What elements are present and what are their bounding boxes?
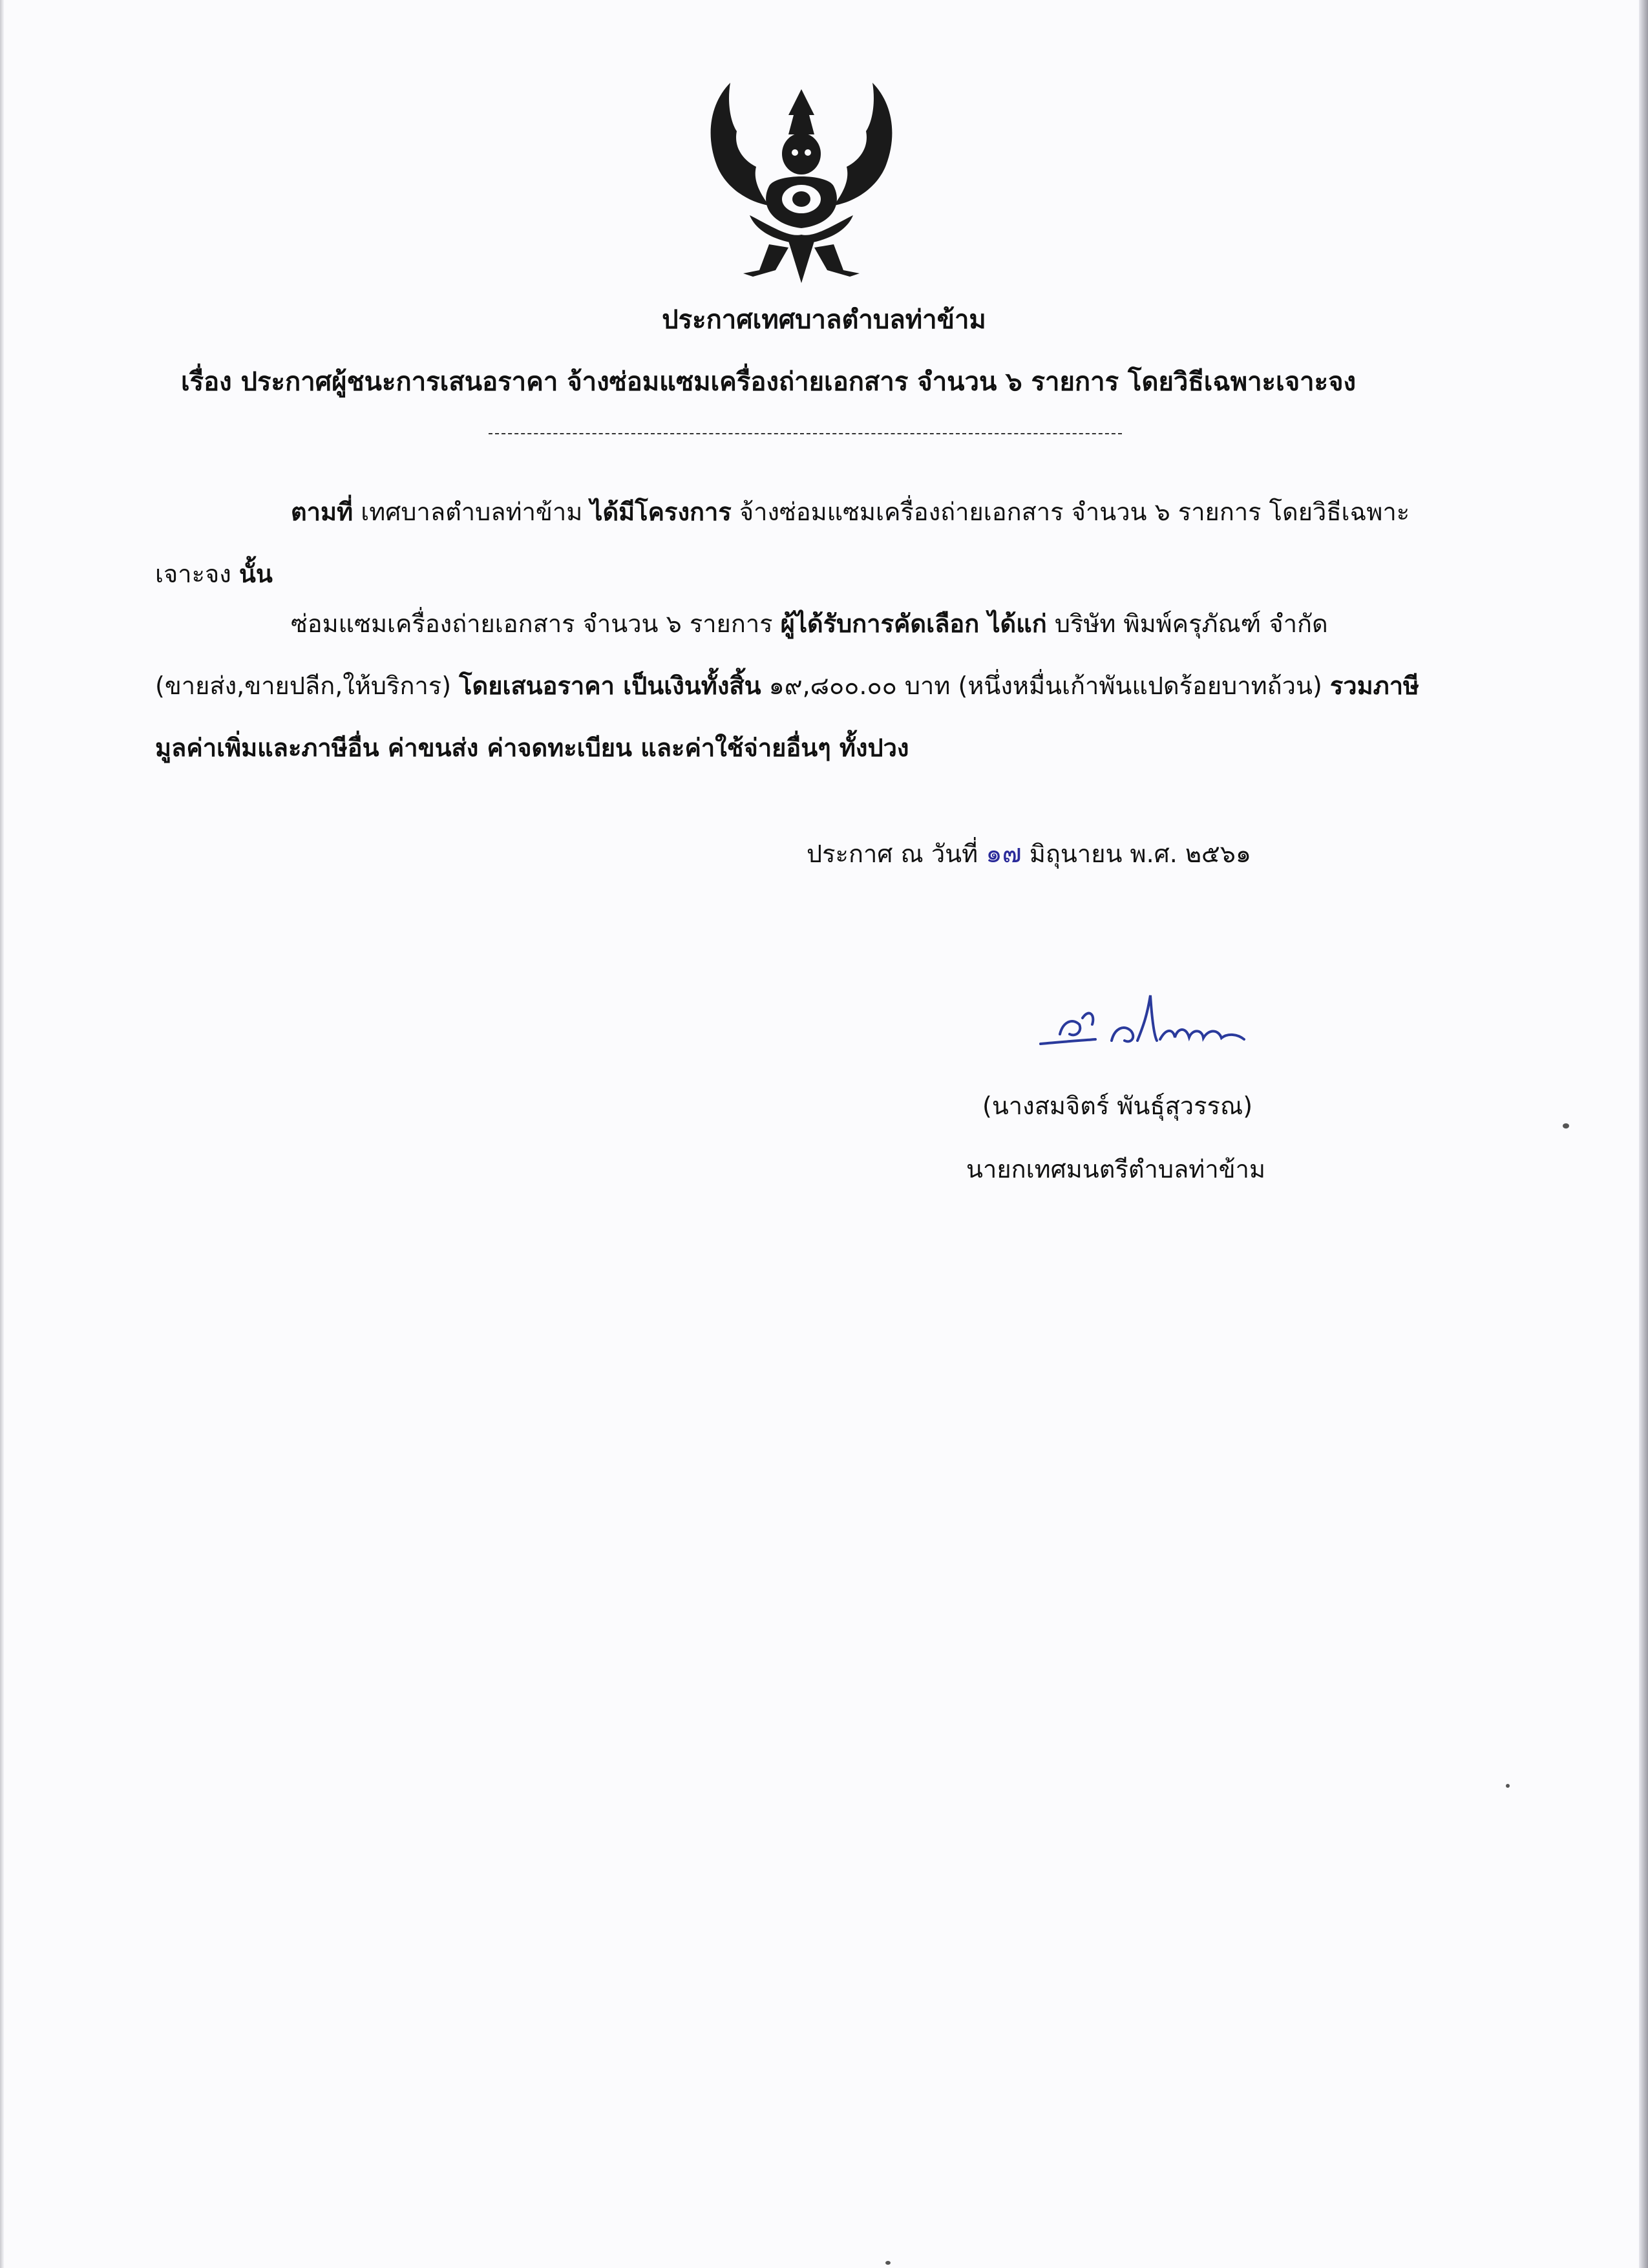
date-day: ๑๗ — [986, 839, 1022, 869]
subject-label: เรื่อง — [181, 367, 232, 397]
signer-position: นายกเทศมนตรีตำบลท่าข้าม — [966, 1155, 1266, 1183]
signer-name: (นางสมจิตร์ พันธุ์สุวรรณ) — [982, 1092, 1253, 1120]
scan-edge-right — [1639, 0, 1648, 2268]
p1-lead: ตามที่ — [291, 498, 354, 526]
p1-agency: เทศบาลตำบลท่าข้าม — [353, 498, 591, 526]
scan-speck — [885, 2261, 891, 2265]
scan-speck — [1506, 1784, 1510, 1788]
p1-project: จ้างซ่อมแซมเครื่องถ่ายเอกสาร จำนวน ๖ รายการ โดยวิธีเฉพาะเจาะจง — [155, 498, 1410, 588]
separator-line — [489, 433, 1122, 434]
p2-inclusive: รวมภาษีมูลค่าเพิ่มและภาษีอื่น ค่าขนส่ง ค่าจดทะเบียน และค่าใช้จ่ายอื่นๆ ทั้งปวง — [155, 672, 1420, 762]
announcement-title: ประกาศเทศบาลตำบลท่าข้าม — [662, 305, 986, 335]
p1-project-label: ได้มีโครงการ — [590, 498, 732, 526]
date-rest: มิถุนายน พ.ศ. ๒๕๖๑ — [1029, 840, 1251, 868]
announcement-subject — [181, 366, 1422, 398]
p1-end: นั้น — [238, 560, 273, 588]
p2-price-label: โดยเสนอราคา เป็นเงินทั้งสิ้น — [459, 672, 761, 700]
paragraph-project — [155, 481, 1448, 605]
p2-company: บริษัท พิมพ์ครุภัณฑ์ จำกัด (ขายส่ง,ขายปลีก,ให้บริการ) — [155, 609, 1328, 700]
signature — [1034, 989, 1267, 1066]
subject-text: ประกาศผู้ชนะการเสนอราคา จ้างซ่อมแซมเครื่องถ่ายเอกสาร จำนวน ๖ รายการ โดยวิธีเฉพาะเจาะจง — [240, 367, 1357, 397]
announcement-date — [807, 832, 1251, 874]
garuda-emblem — [692, 76, 911, 290]
p2-amount: ๑๙,๘๐๐.๐๐ บาท (หนึ่งหมื่นเก้าพันแปดร้อยบาทถ้วน) — [761, 672, 1330, 700]
paragraph-winner — [155, 593, 1448, 779]
p2-item: ซ่อมแซมเครื่องถ่ายเอกสาร จำนวน ๖ รายการ — [291, 609, 781, 638]
scan-speck — [1563, 1123, 1569, 1129]
p2-selected-label: ผู้ได้รับการคัดเลือก ได้แก่ — [780, 609, 1047, 638]
scan-edge-left — [0, 0, 4, 2268]
date-prefix: ประกาศ ณ วันที่ — [807, 840, 978, 868]
